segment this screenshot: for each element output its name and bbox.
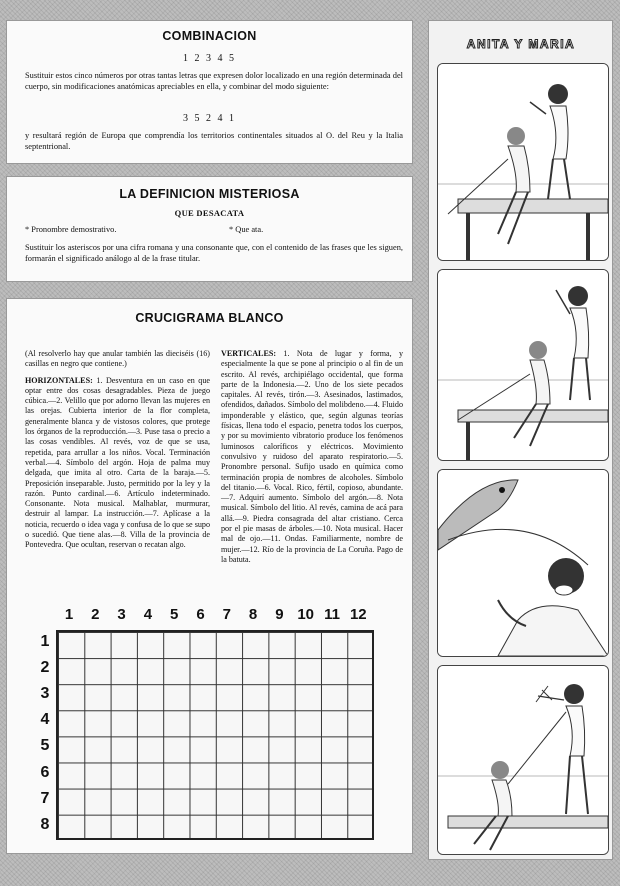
column-number: 9 [275,606,284,623]
column-number: 3 [117,606,126,623]
row-number: 7 [40,789,50,807]
column-number: 6 [196,606,205,623]
comic-illustration-4 [438,666,608,854]
comic-panel-1 [437,63,609,261]
row-number: 4 [40,711,50,729]
crucigrama-title: CRUCIGRAMA BLANCO [135,311,284,325]
verticales-clues: 1. Nota de lugar y forma, y especialmente la que se pone al principio o al fin de un escrito. Al revés, archipiélago occidental, que forma parte de la Indonesia.—2. Uno de los siete pecados capitales. Al revés, tirón.—3. Asesinados, lastimados, ofendidos, dañados. Símbolo del molibdeno.—4. Fluido imponderable y elástico, que, según algunas teorías físicas, llena todo el espacio, penetra todos los cuerpos, y por su movimiento vibratorio produce los fenómenos luminosos caloríficos y eléctricos. Movimiento convulsivo y ruidoso del aparato respiratorio.—5. Pronombre personal. Sufijo usado en química como terminación propia de nombres de alcoholes. Símbolo del titanio.—6. Vocal. Rico, fértil, copioso, abundante.—7. Adquirí aumento. Símbolo del argón.—8. Nota musical. Símbolo del litio. Al revés, camina de acá para allá.—9. Piedra consagrada del altar cristiano. Cerca por el pie masas de árboles.—10. Nota musical. Hacer mal de ojo.—11. Ondas. Familiarmente, nombre de mujer.—12. Río de la provincia de La Coruña. Pago de la batuta. [221,349,404,564]
column-number: 4 [143,606,153,623]
comic-title: ANITA Y MARIA [466,37,576,51]
definicion-subtitle: QUE DESACATA [174,208,245,218]
crossword-grid[interactable] [56,630,374,840]
column-number: 5 [170,606,179,623]
horizontales-clues: 1. Desventura en un caso en que optar entre dos cosas desagradables. Pieza de juego cúbica.—2. Velillo que por adorno llevan las mujeres en las orejas. Cubierta interior de la flor completa, generalmente blanca y de vistosos colores, que protege los órganos de la reproducción.—3. Puse tasa o precio a las cosas vendibles. Al revés, voz de que se usa, repetida, para arrullar a los niños. Vocal. Terminación verbal.—4. Símbolo del argón. Hoja de palma muy delgada, que imita al otro. Carta de la baraja.—5. Preposición inseparable. Justo, permitido por la ley y la razón. Punto cardinal.—6. Artículo indeterminado. Consonante. Nota musical. Malhablar, murmurar, destruir al lampar. La instrucción.—7. Aplícase a la noticia, recuerdo o idea vaga y confusa de lo que se supo o sucedió. Que tiene alas.—8. Villa de la provincia de Pontevedra. Que ocultan, reservan o recatan algo. [25,375,210,550]
comic-panel-2 [437,269,609,461]
horizontales-label: HORIZONTALES: [25,375,93,385]
row-number: 6 [40,763,50,781]
row-number: 8 [40,815,50,833]
column-number: 8 [248,606,258,623]
column-number: 2 [91,606,100,623]
comic-illustration-3 [438,470,608,656]
comic-panel-4 [437,665,609,855]
comic-illustration-2 [438,270,608,460]
comic-panel-3 [437,469,609,657]
comic-illustration-1 [438,64,608,260]
combinacion-text-2: y resultará región de Europa que comprendía los territorios continentales situados al O. del Reu y la Italia septentrional. [25,131,403,151]
row-number: 5 [40,737,50,755]
column-number: 7 [222,606,231,623]
column-number: 1 [64,606,74,623]
column-number: 12 [349,606,367,623]
crossword-grid-area [36,606,386,846]
column-number: 10 [297,606,315,623]
comic-strip [428,20,613,860]
verticales-column [221,349,403,565]
combinacion-text-1: Sustituir estos cinco números por otras tantas letras que expresen dolor localizado en una región determinada del cuerpo, sin modificaciones anatómicas apreciables en ella, y combinar del modo siguiente: [25,71,403,91]
definicion-title: LA DEFINICION MISTERIOSA [119,187,300,201]
combinacion-title: COMBINACION [162,29,257,43]
verticales-label: VERTICALES: [221,349,277,358]
combinacion-numbers-bottom: 3 5 2 4 1 [183,113,236,124]
definicion-clue-right: * Que ata. [229,225,264,234]
row-number: 2 [40,659,50,677]
combinacion-section [6,20,413,164]
definicion-clue-left: * Pronombre demostrativo. [25,225,117,234]
horizontales-column [25,349,210,551]
combinacion-numbers-top: 1 2 3 4 5 [183,53,236,64]
definicion-section [6,176,413,282]
row-number: 3 [40,685,50,703]
row-number: 1 [40,633,50,650]
crucigrama-intro: (Al resolverlo hay que anular también las dieciséis (16) casillas en negro que contiene.) [25,349,210,369]
definicion-text: Sustituir los asteriscos por una cifra romana y una consonante que, con el contenido de las frases que les siguen, formarán el significado análogo al de la frase titular. [25,243,403,263]
column-number: 11 [324,606,340,623]
